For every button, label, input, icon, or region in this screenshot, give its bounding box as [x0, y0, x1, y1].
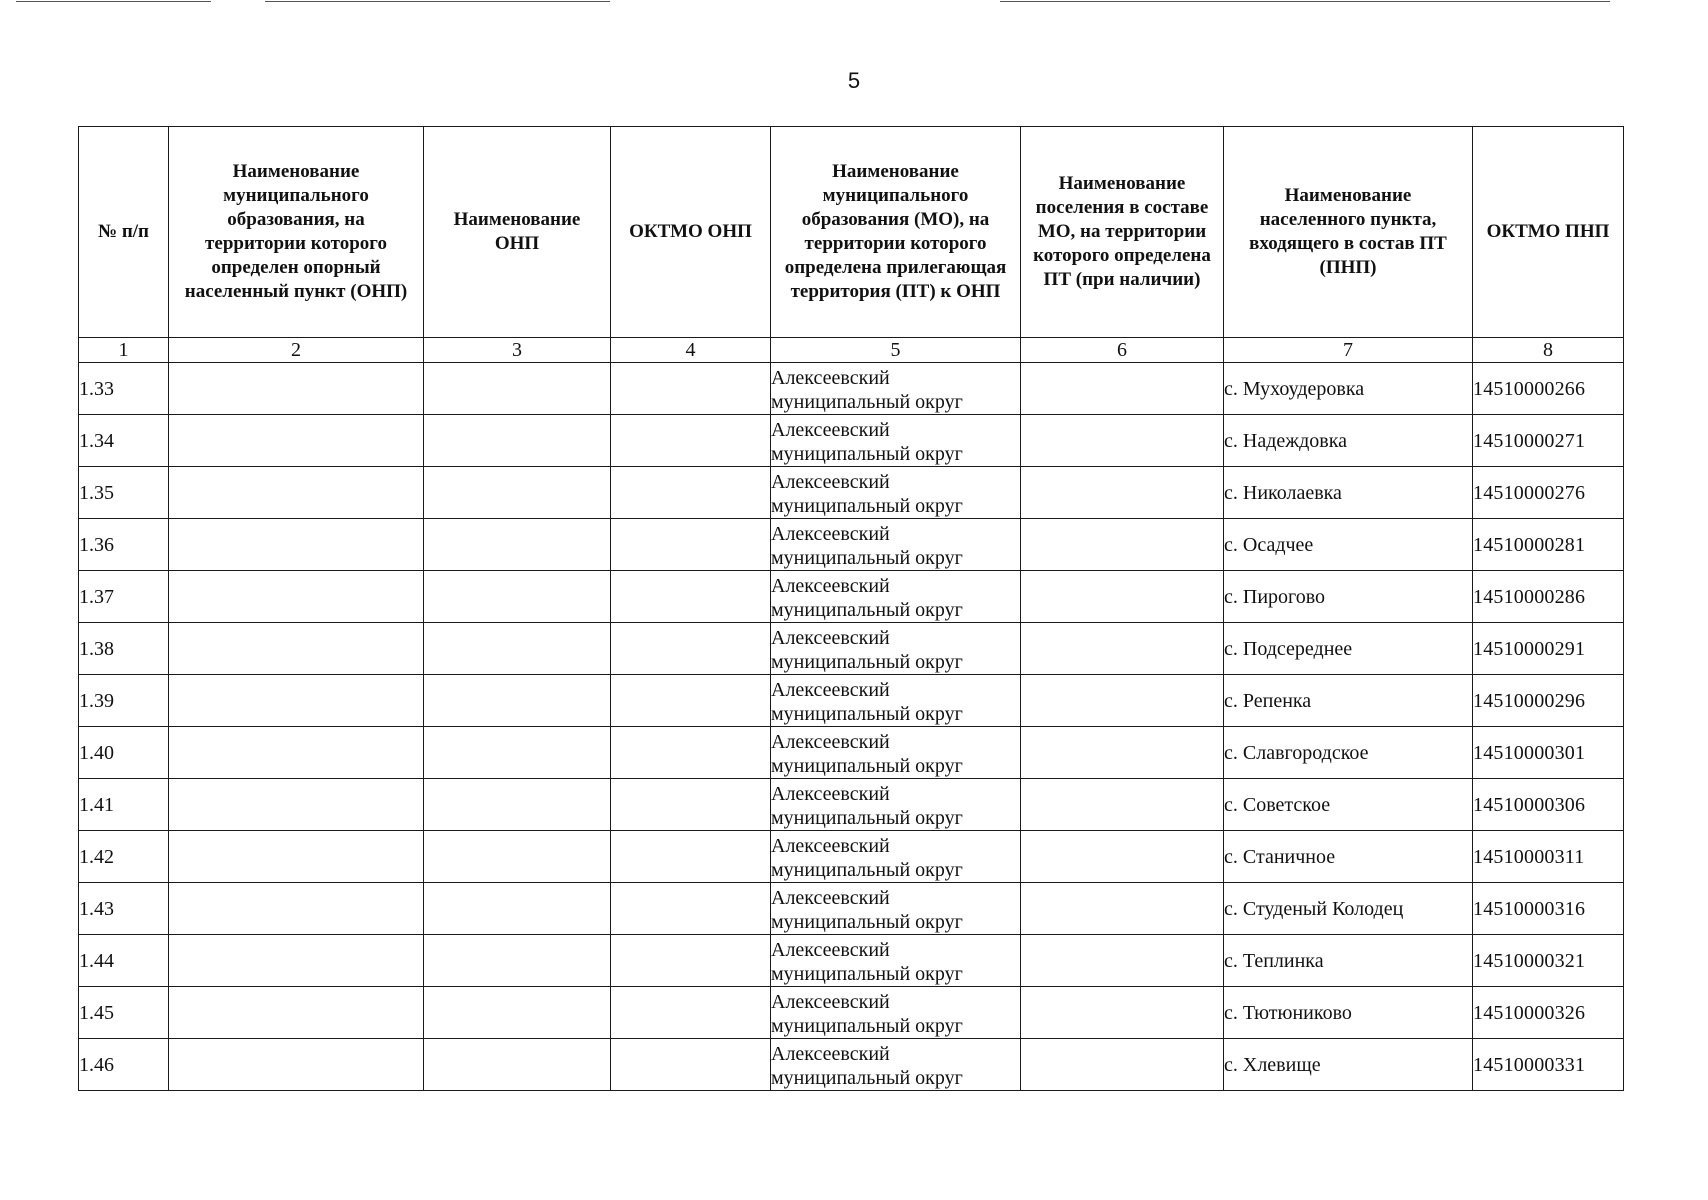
pnp-name-cell: с. Пирогово [1224, 571, 1473, 623]
table-row [79, 675, 1624, 727]
settlement-cell [1021, 935, 1224, 987]
settlement-cell [1021, 779, 1224, 831]
pt-municipality-name: Алексеевский [771, 887, 890, 909]
pt-municipality-cell [771, 1039, 1021, 1091]
pt-municipality-cell [771, 727, 1021, 779]
row-number: 1.39 [79, 675, 169, 727]
pnp-oktmo-cell: 14510000326 [1473, 987, 1624, 1039]
header-cell: Наименование ОНП [424, 127, 611, 338]
onp-oktmo-cell [611, 571, 771, 623]
pnp-name-cell: с. Мухоудеровка [1224, 363, 1473, 415]
row-number: 1.35 [79, 467, 169, 519]
table-row [79, 415, 1624, 467]
pnp-oktmo-cell: 14510000316 [1473, 883, 1624, 935]
pt-municipality-type: муниципальный округ [771, 495, 963, 517]
pnp-name-cell: с. Станичное [1224, 831, 1473, 883]
table-row [79, 571, 1624, 623]
header-cell: № п/п [79, 127, 169, 338]
onp-name-cell [424, 675, 611, 727]
pnp-oktmo-cell: 14510000311 [1473, 831, 1624, 883]
row-number: 1.43 [79, 883, 169, 935]
pnp-name-cell: с. Надеждовка [1224, 415, 1473, 467]
pt-municipality-name: Алексеевский [771, 627, 890, 649]
pt-municipality-cell [771, 675, 1021, 727]
settlement-cell [1021, 623, 1224, 675]
pnp-oktmo-cell: 14510000276 [1473, 467, 1624, 519]
pt-municipality-type: муниципальный округ [771, 703, 963, 725]
row-number: 1.34 [79, 415, 169, 467]
pnp-oktmo-cell: 14510000306 [1473, 779, 1624, 831]
onp-name-cell [424, 883, 611, 935]
table-row [79, 987, 1624, 1039]
row-number: 1.33 [79, 363, 169, 415]
table-row [79, 519, 1624, 571]
onp-oktmo-cell [611, 675, 771, 727]
onp-name-cell [424, 467, 611, 519]
onp-name-cell [424, 935, 611, 987]
pnp-oktmo-cell: 14510000321 [1473, 935, 1624, 987]
onp-municipality-cell [169, 519, 424, 571]
settlement-cell [1021, 675, 1224, 727]
row-number: 1.42 [79, 831, 169, 883]
page-number: 5 [847, 68, 861, 93]
header-row [79, 127, 1624, 338]
onp-oktmo-cell [611, 935, 771, 987]
header-cell: Наименование поселения в составе МО, на территории которого определена ПТ (при наличии) [1021, 127, 1224, 338]
onp-name-cell [424, 1039, 611, 1091]
pt-municipality-type: муниципальный округ [771, 807, 963, 829]
settlement-cell [1021, 571, 1224, 623]
scan-edge-line [265, 1, 610, 2]
table-row [79, 935, 1624, 987]
pt-municipality-name: Алексеевский [771, 731, 890, 753]
pt-municipality-name: Алексеевский [771, 991, 890, 1013]
pt-municipality-cell [771, 779, 1021, 831]
settlement-cell [1021, 363, 1224, 415]
onp-name-cell [424, 519, 611, 571]
pnp-oktmo-cell: 14510000281 [1473, 519, 1624, 571]
onp-oktmo-cell [611, 987, 771, 1039]
onp-oktmo-cell [611, 467, 771, 519]
pt-municipality-type: муниципальный округ [771, 963, 963, 985]
settlement-cell [1021, 987, 1224, 1039]
pt-municipality-cell [771, 623, 1021, 675]
pnp-oktmo-cell: 14510000331 [1473, 1039, 1624, 1091]
pt-municipality-cell [771, 571, 1021, 623]
column-number: 5 [771, 338, 1021, 363]
column-number: 4 [611, 338, 771, 363]
pnp-name-cell: с. Репенка [1224, 675, 1473, 727]
settlement-cell [1021, 831, 1224, 883]
onp-municipality-cell [169, 935, 424, 987]
table-row [79, 623, 1624, 675]
settlement-cell [1021, 1039, 1224, 1091]
pnp-name-cell: с. Тютюниково [1224, 987, 1473, 1039]
onp-name-cell [424, 727, 611, 779]
onp-oktmo-cell [611, 831, 771, 883]
column-number: 6 [1021, 338, 1224, 363]
pt-municipality-name: Алексеевский [771, 1043, 890, 1065]
onp-oktmo-cell [611, 415, 771, 467]
header-cell: Наименование муниципального образования (МО), на территории которого определена прилегающая территория (ПТ) к ОНП [771, 127, 1021, 338]
row-number: 1.46 [79, 1039, 169, 1091]
header-cell: Наименование муниципального образования, на территории которого определен опорный населенный пункт (ОНП) [169, 127, 424, 338]
pt-municipality-name: Алексеевский [771, 783, 890, 805]
onp-name-cell [424, 831, 611, 883]
pt-municipality-cell [771, 363, 1021, 415]
pt-municipality-name: Алексеевский [771, 939, 890, 961]
pt-municipality-name: Алексеевский [771, 523, 890, 545]
onp-municipality-cell [169, 363, 424, 415]
row-number: 1.41 [79, 779, 169, 831]
pnp-oktmo-cell: 14510000286 [1473, 571, 1624, 623]
onp-municipality-cell [169, 1039, 424, 1091]
onp-oktmo-cell [611, 519, 771, 571]
table-row [79, 727, 1624, 779]
pt-municipality-cell [771, 467, 1021, 519]
row-number: 1.36 [79, 519, 169, 571]
onp-municipality-cell [169, 467, 424, 519]
onp-oktmo-cell [611, 883, 771, 935]
onp-municipality-cell [169, 779, 424, 831]
pnp-oktmo-cell: 14510000271 [1473, 415, 1624, 467]
table-row [79, 1039, 1624, 1091]
table-row [79, 467, 1624, 519]
settlement-cell [1021, 467, 1224, 519]
pnp-name-cell: с. Осадчее [1224, 519, 1473, 571]
pnp-name-cell: с. Студеный Колодец [1224, 883, 1473, 935]
pt-municipality-type: муниципальный округ [771, 859, 963, 881]
row-number: 1.40 [79, 727, 169, 779]
row-number: 1.45 [79, 987, 169, 1039]
header-cell: ОКТМО ОНП [611, 127, 771, 338]
pt-municipality-type: муниципальный округ [771, 443, 963, 465]
onp-municipality-cell [169, 571, 424, 623]
pt-municipality-cell [771, 987, 1021, 1039]
row-number: 1.37 [79, 571, 169, 623]
table-row [79, 883, 1624, 935]
header-cell: Наименование населенного пункта, входящего в состав ПТ (ПНП) [1224, 127, 1473, 338]
pnp-name-cell: с. Николаевка [1224, 467, 1473, 519]
pt-municipality-cell [771, 831, 1021, 883]
row-number: 1.44 [79, 935, 169, 987]
pt-municipality-cell [771, 519, 1021, 571]
settlement-cell [1021, 415, 1224, 467]
pt-municipality-type: муниципальный округ [771, 547, 963, 569]
onp-name-cell [424, 623, 611, 675]
onp-oktmo-cell [611, 363, 771, 415]
pt-municipality-name: Алексеевский [771, 471, 890, 493]
onp-oktmo-cell [611, 623, 771, 675]
onp-name-cell [424, 987, 611, 1039]
table-row [79, 779, 1624, 831]
pnp-oktmo-cell: 14510000301 [1473, 727, 1624, 779]
column-number: 2 [169, 338, 424, 363]
settlements-table [78, 126, 1624, 1091]
pnp-oktmo-cell: 14510000296 [1473, 675, 1624, 727]
pnp-name-cell: с. Подсереднее [1224, 623, 1473, 675]
pnp-oktmo-cell: 14510000291 [1473, 623, 1624, 675]
pt-municipality-cell [771, 935, 1021, 987]
pnp-name-cell: с. Славгородское [1224, 727, 1473, 779]
pnp-name-cell: с. Теплинка [1224, 935, 1473, 987]
onp-oktmo-cell [611, 779, 771, 831]
pt-municipality-name: Алексеевский [771, 835, 890, 857]
pt-municipality-name: Алексеевский [771, 575, 890, 597]
onp-municipality-cell [169, 831, 424, 883]
onp-municipality-cell [169, 675, 424, 727]
pnp-oktmo-cell: 14510000266 [1473, 363, 1624, 415]
pt-municipality-type: муниципальный округ [771, 651, 963, 673]
settlement-cell [1021, 883, 1224, 935]
settlement-cell [1021, 727, 1224, 779]
pt-municipality-name: Алексеевский [771, 367, 890, 389]
pt-municipality-type: муниципальный округ [771, 391, 963, 413]
pt-municipality-cell [771, 883, 1021, 935]
pt-municipality-cell [771, 415, 1021, 467]
pt-municipality-type: муниципальный округ [771, 1015, 963, 1037]
pnp-name-cell: с. Хлевище [1224, 1039, 1473, 1091]
onp-municipality-cell [169, 415, 424, 467]
column-number-row [79, 338, 1624, 363]
scan-edge-line [16, 1, 211, 2]
pt-municipality-name: Алексеевский [771, 419, 890, 441]
onp-name-cell [424, 363, 611, 415]
onp-municipality-cell [169, 727, 424, 779]
column-number: 1 [79, 338, 169, 363]
row-number: 1.38 [79, 623, 169, 675]
table-row [79, 831, 1624, 883]
pt-municipality-type: муниципальный округ [771, 755, 963, 777]
onp-municipality-cell [169, 883, 424, 935]
pnp-name-cell: с. Советское [1224, 779, 1473, 831]
onp-name-cell [424, 571, 611, 623]
pt-municipality-type: муниципальный округ [771, 1067, 963, 1089]
pt-municipality-type: муниципальный округ [771, 911, 963, 933]
onp-municipality-cell [169, 987, 424, 1039]
table-row [79, 363, 1624, 415]
pt-municipality-name: Алексеевский [771, 679, 890, 701]
onp-oktmo-cell [611, 1039, 771, 1091]
onp-municipality-cell [169, 623, 424, 675]
pt-municipality-type: муниципальный округ [771, 599, 963, 621]
onp-name-cell [424, 415, 611, 467]
onp-name-cell [424, 779, 611, 831]
column-number: 3 [424, 338, 611, 363]
scan-edge-line [1000, 1, 1610, 2]
settlement-cell [1021, 519, 1224, 571]
column-number: 7 [1224, 338, 1473, 363]
column-number: 8 [1473, 338, 1624, 363]
onp-oktmo-cell [611, 727, 771, 779]
header-cell: ОКТМО ПНП [1473, 127, 1624, 338]
